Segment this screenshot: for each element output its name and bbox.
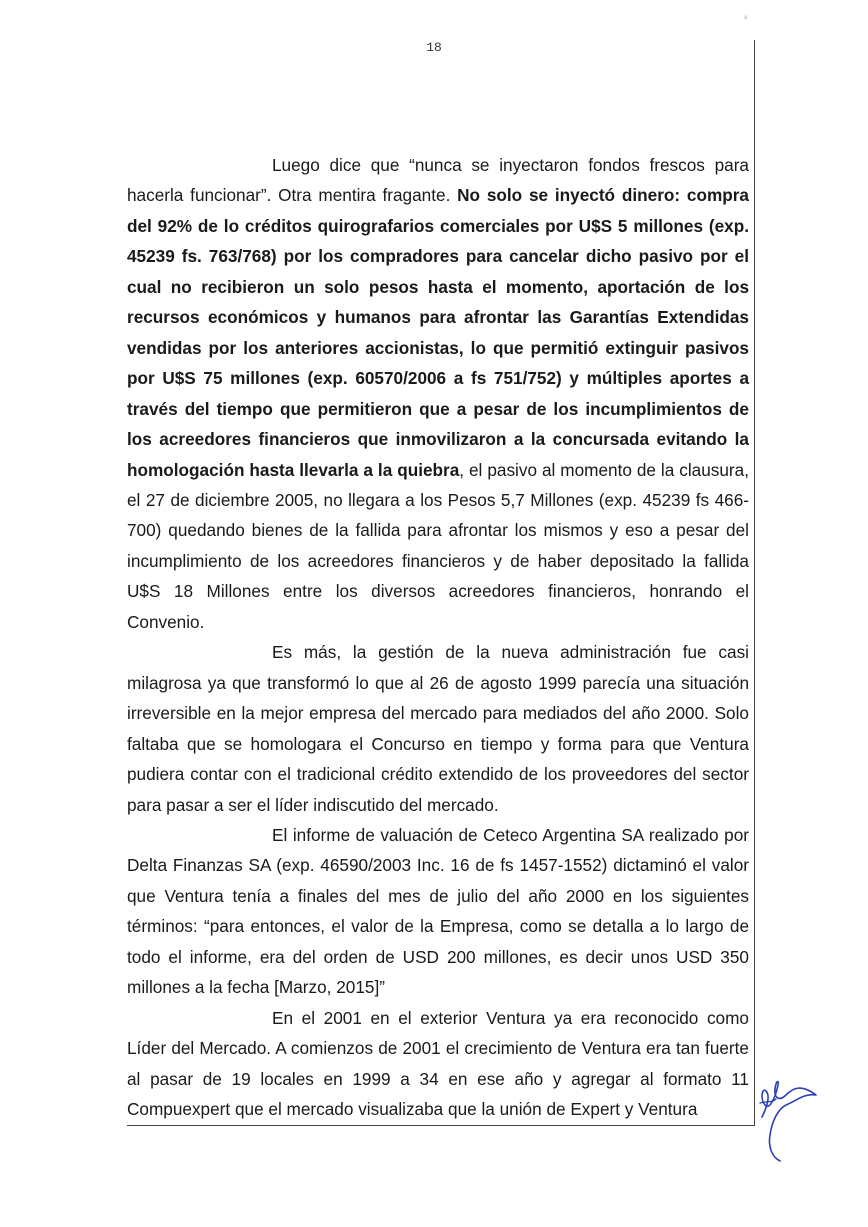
paragraph-bold-text: No solo se inyectó dinero: compra del 92% de lo créditos quirografarios comerciales por U$S 5 millones (exp. 45239 fs. 763/768) por los compradores para cancelar dicho pasivo por el cual no recibieron un solo pesos hasta el momento, aportación de los recursos económicos y humanos para afrontar las Garantías Extendidas vendidas por los anteriores accionistas, lo que permitió extinguir pasivos por U$S 75 millones (exp. 60570/2006 a fs 751/752) y múltiples aportes a través del tiempo que permitieron que a pesar de los incumplimientos de los acreedores financieros que inmovilizaron a la concursada evitando la homologación hasta llevarla a la quiebra — [127, 185, 749, 480]
body-text — [127, 150, 749, 1125]
right-margin-line — [754, 40, 755, 1125]
paragraph-text: El informe de valuación de Ceteco Argentina SA realizado por Delta Finanzas SA (exp. 46590/2003 Inc. 16 de fs 1457-1552) dictaminó el valor que Ventura tenía a finales del mes de julio del año 2000 en los siguientes términos: “para entonces, el valor de la Empresa, como se detalla a lo largo de todo el informe, era del orden de USD 200 millones, es decir unos USD 350 millones a la fecha [Marzo, 2015]” — [127, 824, 749, 998]
corner-mark: ª — [744, 14, 748, 24]
paragraph-text: Luego dice que “nunca se inyectaron fondos frescos para hacerla funcionar”. Otra mentira fragante. — [127, 155, 749, 206]
paragraph-text: Es más, la gestión de la nueva administración fue casi milagrosa ya que transformó lo que al 26 de agosto 1999 parecía una situación irreversible en la mejor empresa del mercado para mediados del año 2000. Solo faltaba que se homologara el Concurso en tiempo y forma para que Ventura pudiera contar con el tradicional crédito extendido de los proveedores del sector para pasar a ser el líder indiscutido del mercado. — [127, 642, 749, 815]
paragraph — [127, 150, 749, 637]
handwritten-signature — [756, 1065, 836, 1165]
page-number: 18 — [426, 40, 442, 55]
bottom-rule — [127, 1125, 755, 1126]
paragraph-text: , el pasivo al momento de la clausura, el 27 de diciembre 2005, no llegara a los Pesos 5,7 Millones (exp. 45239 fs 466-700) quedando bienes de la fallida para afrontar los mismos y eso a pesar del incumplimiento de los acreedores financieros y de haber depositado la fallida U$S 18 Millones entre los diversos acreedores financieros, honrando el Convenio. — [127, 459, 749, 632]
paragraph-text: En el 2001 en el exterior Ventura ya era reconocido como Líder del Mercado. A comienzos de 2001 el crecimiento de Ventura era tan fuerte al pasar de 19 locales en 1999 a 34 en ese año y agregar al formato 11 Compuexpert que el mercado visualizaba que la unión de Expert y Ventura — [127, 1007, 749, 1120]
paragraph — [127, 820, 749, 1003]
paragraph — [127, 637, 749, 820]
paragraph — [127, 1003, 749, 1125]
